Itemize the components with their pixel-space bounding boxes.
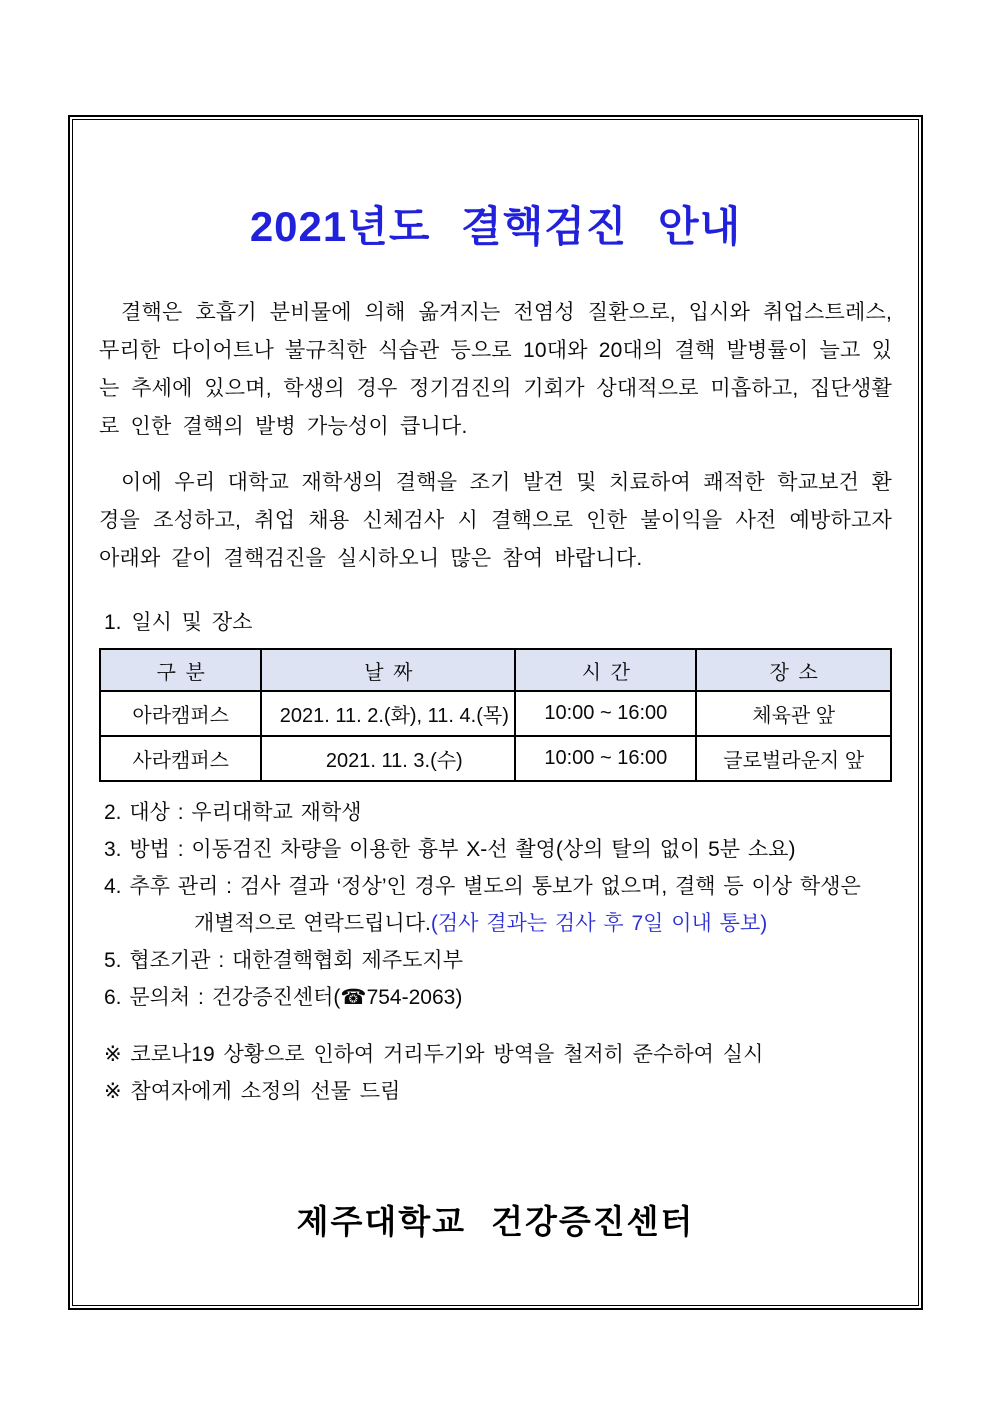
cell-place: 글로벌라운지 앞 [696, 736, 891, 781]
schedule-table [99, 648, 892, 782]
note-covid: ※ 코로나19 상황으로 인하여 거리두기와 방역을 철저히 준수하여 실시 [104, 1043, 764, 1066]
issuing-organization: 제주대학교 건강증진센터 [296, 1203, 695, 1240]
cell-place: 체육관 앞 [696, 691, 891, 736]
column-header-time: 시 간 [515, 649, 696, 691]
page-title: 2021년도 결핵검진 안내 [249, 203, 742, 250]
intro-paragraph: 결핵은 호흡기 분비물에 의해 옮겨지는 전염성 질환으로, 입시와 취업스트레스, 무리한 다이어트나 불규칙한 식습관 등으로 10대와 20대의 결핵 발병률이 늘고 있는 추세에 있으며, 학생의 경우 정기검진의 기회가 상대적으로 미흡하고, 집단생활로 인한 결핵의 발병 가능성이 큽니다. [99, 301, 892, 438]
document-border [68, 115, 923, 1310]
table-header-row [100, 649, 891, 691]
column-header-place: 장 소 [696, 649, 891, 691]
note-gift: ※ 참여자에게 소정의 선물 드림 [104, 1080, 401, 1103]
list-item-cooperating-org: 5. 협조기관 : 대한결핵협회 제주도지부 [104, 949, 463, 972]
document-border-inner [72, 119, 919, 1306]
table-row [100, 691, 891, 736]
column-header-date: 날 짜 [261, 649, 515, 691]
list-item-contact: 6. 문의처 : 건강증진센터(☎754-2063) [104, 986, 463, 1009]
cell-time: 10:00 ~ 16:00 [515, 691, 696, 736]
list-item-method: 3. 방법 : 이동검진 차량을 이용한 흉부 X-선 촬영(상의 탈의 없이 5분 소요) [104, 838, 796, 861]
list-item-followup: 4. 추후 관리 : 검사 결과 ‘정상’인 경우 별도의 통보가 없으며, 결핵 등 이상 학생은 [104, 875, 861, 898]
list-item-target: 2. 대상 : 우리대학교 재학생 [104, 801, 362, 824]
list-item-followup-continuation [104, 905, 892, 942]
followup-result-note: (검사 결과는 검사 후 7일 이내 통보) [430, 912, 768, 935]
notes-section [99, 1036, 892, 1110]
section-heading-schedule: 1. 일시 및 장소 [104, 611, 253, 634]
purpose-paragraph: 이에 우리 대학교 재학생의 결핵을 조기 발견 및 치료하여 쾌적한 학교보건 환경을 조성하고, 취업 채용 신체검사 시 결핵으로 인한 불이익을 사전 예방하고자 아래와 같이 결핵검진을 실시하오니 많은 참여 바랍니다. [99, 471, 892, 570]
table-row [100, 736, 891, 781]
cell-division: 아라캠퍼스 [100, 691, 261, 736]
column-header-division: 구 분 [100, 649, 261, 691]
info-list [99, 794, 892, 1016]
followup-text: 개별적으로 연락드립니다. [194, 912, 431, 935]
cell-division: 사라캠퍼스 [100, 736, 261, 781]
cell-date: 2021. 11. 2.(화), 11. 4.(목) [261, 691, 515, 736]
cell-date: 2021. 11. 3.(수) [261, 736, 515, 781]
cell-time: 10:00 ~ 16:00 [515, 736, 696, 781]
document-content [73, 202, 918, 1244]
